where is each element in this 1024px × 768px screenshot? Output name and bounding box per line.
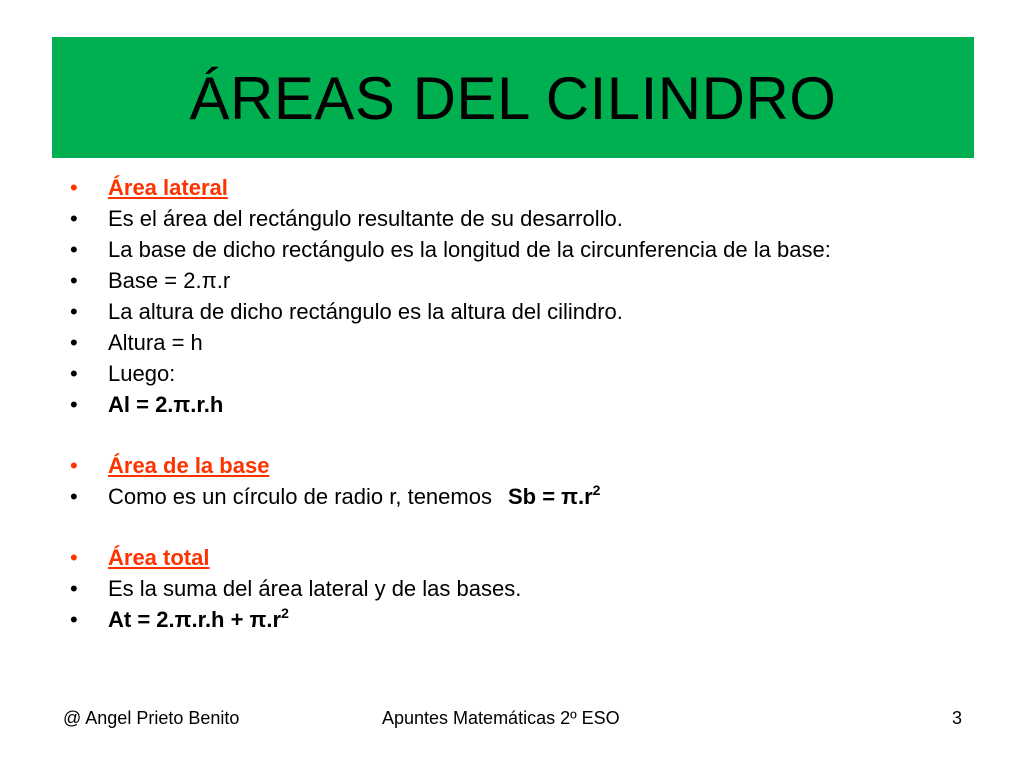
bullet-icon: •	[70, 330, 78, 355]
bullet-icon: •	[70, 206, 78, 231]
list-item	[70, 172, 990, 203]
list-item	[70, 358, 990, 389]
footer	[0, 705, 1024, 731]
lateral-text: La altura de dicho rectángulo es la altura del cilindro.	[108, 299, 623, 324]
base-text: Como es un círculo de radio r, tenemos	[108, 484, 492, 509]
lateral-area-formula: Al = 2.π.r.h	[108, 392, 224, 417]
bullet-icon: •	[70, 545, 78, 570]
base-formula-exponent: 2	[592, 482, 601, 498]
bullet-icon: •	[70, 484, 78, 509]
title-banner	[52, 37, 974, 158]
section-heading-lateral: Área lateral	[108, 175, 228, 200]
footer-author: @ Angel Prieto Benito	[63, 708, 240, 728]
lateral-text: La base de dicho rectángulo es la longitud de la circunferencia de la base:	[108, 237, 831, 262]
section-heading-base: Área de la base	[108, 453, 270, 478]
list-item	[70, 389, 990, 420]
height-formula: Altura = h	[108, 330, 203, 355]
lateral-text: Es el área del rectángulo resultante de su desarrollo.	[108, 206, 623, 231]
lateral-text: Luego:	[108, 361, 176, 386]
footer-course: Apuntes Matemáticas 2º ESO	[382, 708, 620, 728]
list-item	[70, 542, 990, 573]
total-formula-text: At = 2.π.r.h + π.r	[108, 607, 282, 632]
bullet-icon: •	[70, 607, 78, 632]
slide-title: ÁREAS DEL CILINDRO	[189, 64, 837, 132]
bullet-icon: •	[70, 576, 78, 601]
bullet-icon: •	[70, 299, 78, 324]
list-item	[70, 573, 990, 604]
list-item	[70, 265, 990, 296]
bullet-icon: •	[70, 361, 78, 386]
page-number: 3	[952, 708, 963, 728]
list-item	[70, 481, 990, 512]
section-heading-total: Área total	[108, 545, 210, 570]
bullet-icon: •	[70, 237, 78, 262]
spacer	[70, 420, 990, 450]
total-formula-exponent: 2	[281, 605, 289, 621]
bullet-icon: •	[70, 268, 78, 293]
total-area-formula	[108, 604, 289, 635]
base-formula-text: Sb = π.r	[507, 484, 593, 509]
bullet-list	[70, 172, 990, 635]
spacer	[70, 512, 990, 542]
total-text: Es la suma del área lateral y de las bases.	[108, 576, 522, 601]
base-text-line	[108, 481, 600, 512]
list-item	[70, 450, 990, 481]
list-item	[70, 296, 990, 327]
list-item	[70, 203, 990, 234]
bullet-icon: •	[70, 453, 78, 478]
list-item	[70, 234, 990, 265]
list-item	[70, 327, 990, 358]
list-item	[70, 604, 990, 635]
base-length-formula: Base = 2.π.r	[108, 268, 231, 293]
bullet-icon: •	[70, 175, 78, 200]
base-area-formula	[508, 484, 601, 509]
bullet-icon: •	[70, 392, 78, 417]
